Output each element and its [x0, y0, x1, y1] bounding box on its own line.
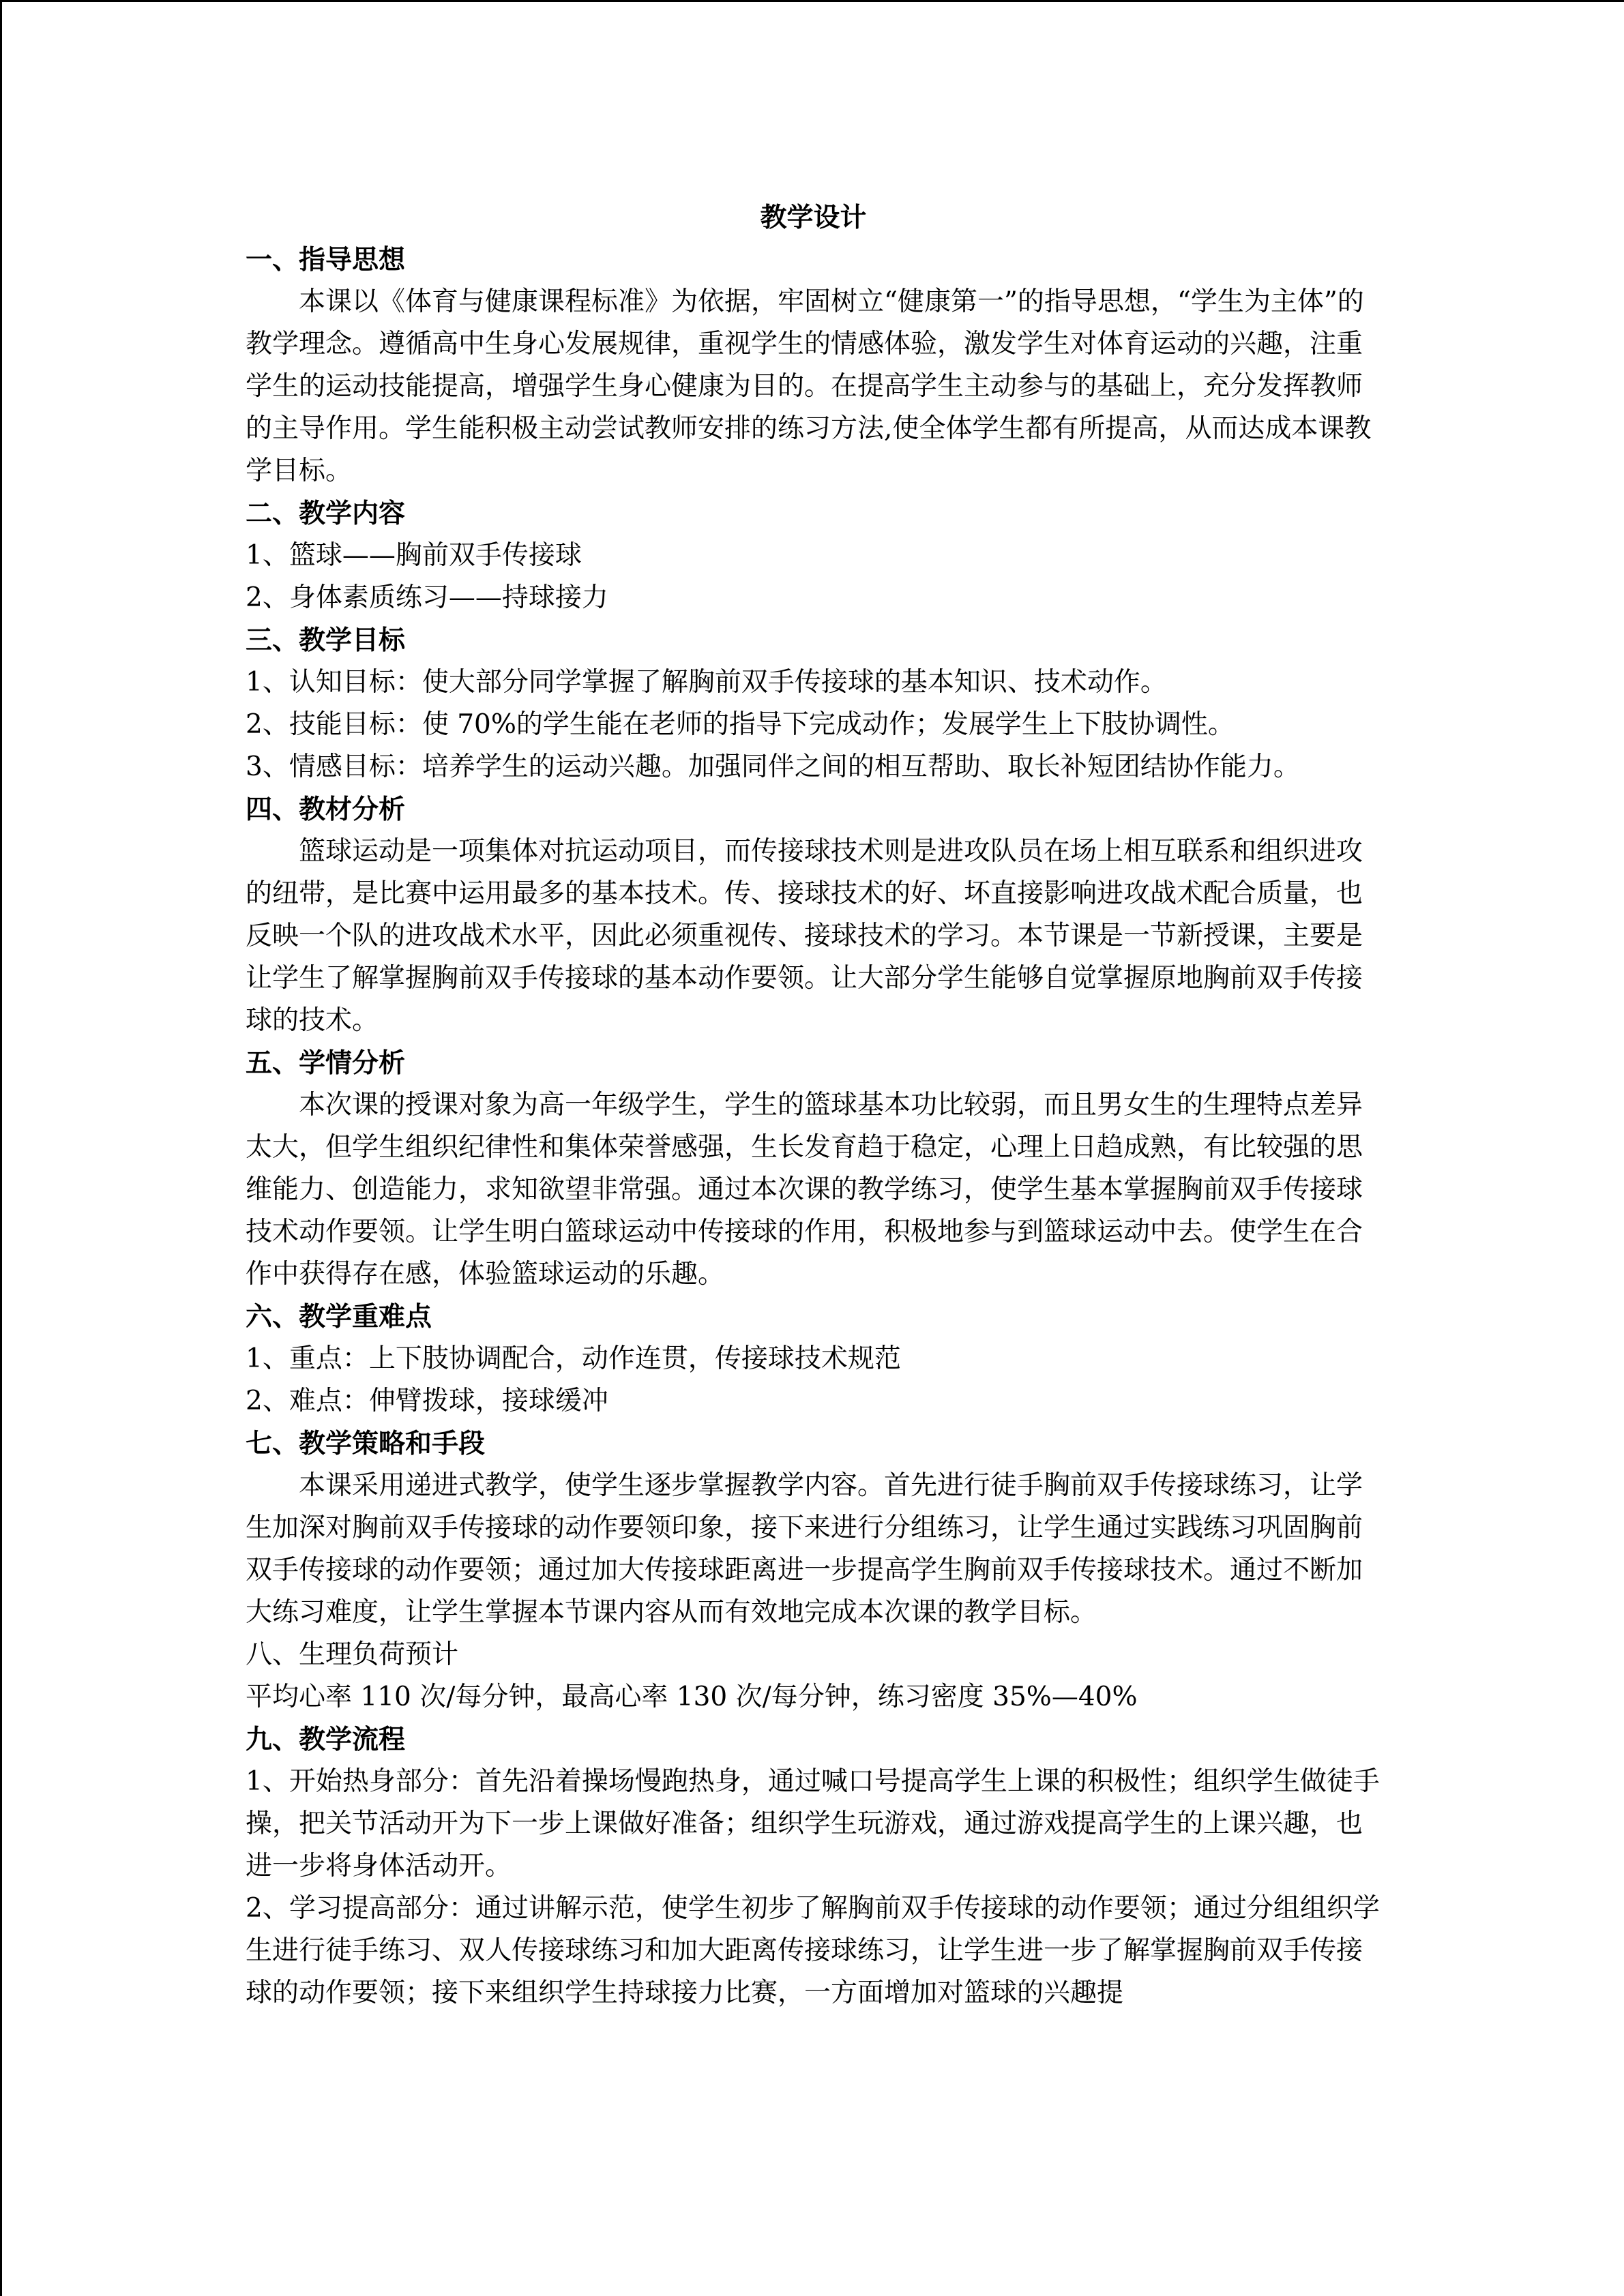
- objective-item: 3、情感目标：培养学生的运动兴趣。加强同伴之间的相互帮助、取长补短团结协作能力。: [246, 751, 1300, 782]
- material-analysis-paragraph: 篮球运动是一项集体对抗运动项目，而传接球技术则是进攻队员在场上相互联系和组织进攻的纽带，是比赛中运用最多的基本技术。传、接球技术的好、坏直接影响进攻战术配合质量，也反映一个队的进攻战术水平，因此必须重视传、接球技术的学习。本节课是一节新授课，主要是让学生了解掌握胸前双手传接球的基本动作要领。让大部分学生能够自觉掌握原地胸前双手传接球的技术。: [246, 836, 1363, 1036]
- content-item: 1、篮球——胸前双手传接球: [246, 540, 582, 571]
- objective-item: 1、认知目标：使大部分同学掌握了解胸前双手传接球的基本知识、技术动作。: [246, 667, 1167, 698]
- content-item: 2、身体素质练习——持球接力: [246, 582, 608, 613]
- document-title: 教学设计: [760, 202, 867, 233]
- strategy-paragraph: 本课采用递进式教学，使学生逐步掌握教学内容。首先进行徒手胸前双手传接球练习，让学生加深对胸前双手传接球的动作要领印象，接下来进行分组练习，让学生通过实践练习巩固胸前双手传接球的动作要领；通过加大传接球距离进一步提高学生胸前双手传接球技术。通过不断加大练习难度，让学生掌握本节课内容从而有效地完成本次课的教学目标。: [246, 1470, 1363, 1628]
- section-heading-key-points: 六、教学重难点: [246, 1301, 432, 1332]
- process-item: 1、开始热身部分：首先沿着操场慢跑热身，通过喊口号提高学生上课的积极性；组织学生做徒手操，把关节活动开为下一步上课做好准备；组织学生玩游戏，通过游戏提高学生的上课兴趣，也进一步将身体活动开。: [246, 1766, 1380, 1881]
- section-heading-learner-analysis: 五、学情分析: [246, 1047, 406, 1079]
- key-point-item: 1、重点：上下肢协调配合，动作连贯，传接球技术规范: [246, 1343, 901, 1374]
- process-item: 2、学习提高部分：通过讲解示范，使学生初步了解胸前双手传接球的动作要领；通过分组组织学生进行徒手练习、双人传接球练习和加大距离传接球练习，让学生进一步了解掌握胸前双手传接球的动作要领；接下来组织学生持球接力比赛，一方面增加对篮球的兴趣提: [246, 1893, 1380, 2008]
- document-page: [246, 196, 1381, 2014]
- section-heading-objectives: 三、教学目标: [246, 625, 406, 656]
- guiding-thought-paragraph: 本课以《体育与健康课程标准》为依据，牢固树立“健康第一”的指导思想，“学生为主体”的教学理念。遵循高中生身心发展规律，重视学生的情感体验，激发学生对体育运动的兴趣，注重学生的运动技能提高，增强学生身心健康为目的。在提高学生主动参与的基础上，充分发挥教师的主导作用。学生能积极主动尝试教师安排的练习方法,使全体学生都有所提高，从而达成本课教学目标。: [246, 286, 1372, 486]
- load-estimate-line: 平均心率 110 次/每分钟，最高心率 130 次/每分钟，练习密度 35%—40%: [246, 1682, 1138, 1712]
- section-heading-guiding-thought: 一、指导思想: [246, 244, 406, 275]
- section-heading-strategy: 七、教学策略和手段: [246, 1428, 486, 1459]
- section-heading-content: 二、教学内容: [246, 498, 406, 529]
- section-heading-material-analysis: 四、教材分析: [246, 794, 406, 825]
- section-heading-process: 九、教学流程: [246, 1724, 406, 1755]
- page-top-border: [0, 0, 1624, 2]
- key-point-item: 2、难点：伸臂拨球，接球缓冲: [246, 1386, 608, 1416]
- objective-item: 2、技能目标：使 70%的学生能在老师的指导下完成动作；发展学生上下肢协调性。: [246, 709, 1235, 740]
- learner-analysis-paragraph: 本次课的授课对象为高一年级学生，学生的篮球基本功比较弱，而且男女生的生理特点差异太大，但学生组织纪律性和集体荣誉感强，生长发育趋于稳定，心理上日趋成熟，有比较强的思维能力、创造能力，求知欲望非常强。通过本次课的教学练习，使学生基本掌握胸前双手传接球技术动作要领。让学生明白篮球运动中传接球的作用，积极地参与到篮球运动中去。使学生在合作中获得存在感，体验篮球运动的乐趣。: [246, 1090, 1363, 1289]
- page-left-border: [0, 0, 2, 2296]
- section-heading-load-estimate: 八、生理负荷预计: [246, 1639, 459, 1670]
